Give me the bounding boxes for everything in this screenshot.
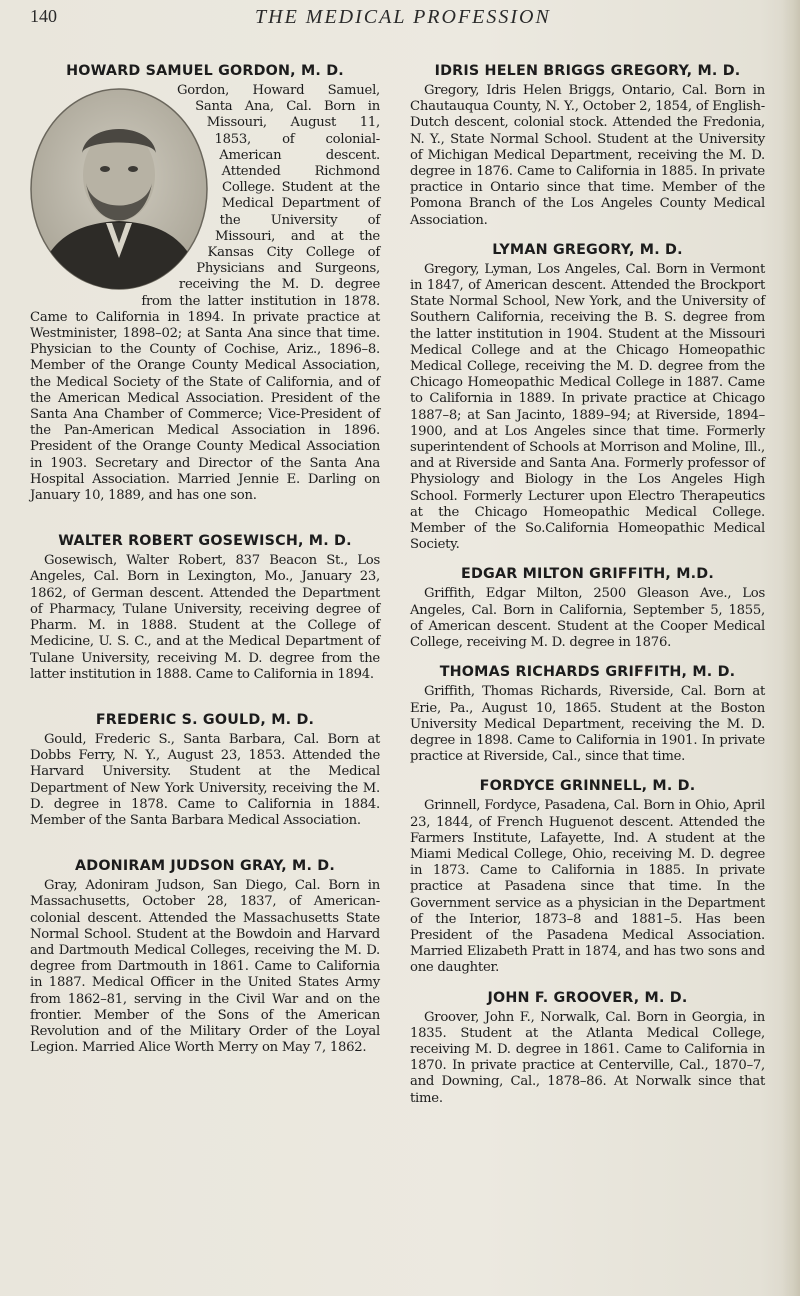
running-title: THE MEDICAL PROFESSION (255, 6, 551, 28)
entry-gosewisch (30, 532, 380, 683)
entry-gould (30, 711, 380, 829)
portrait-photo (24, 83, 214, 295)
entry-heading: JOHN F. GROOVER, M. D. (487, 989, 688, 1006)
entry-body: Gregory, Lyman, Los Angeles, Cal. Born in Vermont in 1847, of American descent. Attended the Brockport State Normal School, New York, and the University of Southern California, receiving the B. S. degree from the latter institution in 1904. Student at the Missouri Medical College and at the Chicago Homeopathic Medical College, receiving the M. D. degree from the Chicago Homeopathic Medical College in 1887. Came to California in 1889. In private practice at Chicago 1887–8; at San Jacinto, 1889–94; at Riverside, 1894–1900, and at Los Angeles since that time. Formerly superintendent of Schools at Morrison and Moline, Ill., and at Riverside and Santa Ana. Formerly professor of Physiology and Biology in the Los Angeles High School. Formerly Lecturer upon Electro Therapeutics at the Chicago Homeopathic Medical College. Member of the So.California Homeopathic Medical Society. (410, 261, 765, 553)
portrait-image (24, 83, 214, 295)
entry-grinnell (410, 777, 765, 976)
entry-heading: THOMAS RICHARDS GRIFFITH, M. D. (439, 664, 736, 681)
entry-body: Gosewisch, Walter Robert, 837 Beacon St., Los Angeles, Cal. Born in Lexington, Mo., January 23, 1862, of German descent. Attended the Department of Pharmacy, Tulane University, receiving degree of Pharm. M. in 1888. Student at the College of Medicine, U. S. C., and at the Medical Department of Tulane University, receiving M. D. degree from the latter institution in 1888. Came to California in 1894. (30, 553, 380, 682)
right-column (410, 62, 765, 1107)
entry-body: Grinnell, Fordyce, Pasadena, Cal. Born in Ohio, April 23, 1844, of French Huguenot descent. Attended the Farmers Institute, Lafayette, Ind. A student at the Miami Medical College, Ohio, receiving M. D. degree in 1873. Came to California in 1885. In private practice at Pasadena since that time. In the Government service as a physician in the Department of the Interior, 1873–8 and 1881–5. Has been President of the Pasadena Medical Association. Married Elizabeth Pratt in 1874, and has two sons and one daughter. (410, 798, 765, 976)
entry-heading: HOWARD SAMUEL GORDON, M. D. (66, 63, 344, 79)
entry-heading: ADONIRAM JUDSON GRAY, M. D. (74, 858, 335, 875)
entry-thomas-griffith (410, 663, 765, 765)
entry-gordon (30, 62, 380, 504)
page-edge-shadow (782, 0, 800, 1296)
entry-body: Gregory, Idris Helen Briggs, Ontario, Cal. Born in Chautauqua County, N. Y., October 2, 1854, of English-Dutch descent, colonial stock. Attended the Fredonia, N. Y., State Normal School. Student at the University of Michigan Medical Department, receiving the M. D. degree in 1876. Came to California in 1885. In private practice in Ontario since that time. Member of the Pomona Branch of the Los Angeles County Medical Association. (410, 83, 765, 228)
entry-body: Groover, John F., Norwalk, Cal. Born in Georgia, in 1835. Student at the Atlanta Medical College, receiving M. D. degree in 1861. Came to California in 1870. In private practice at Centerville, Cal., 1870–7, and Downing, Cal., 1878–86. At Norwalk since that time. (410, 1009, 765, 1106)
entry-heading: LYMAN GREGORY, M. D. (492, 241, 683, 258)
entry-body: Gray, Adoniram Judson, San Diego, Cal. Born in Massachusetts, October 28, 1837, of American-colonial descent. Attended the Massachusetts State Normal School. Student at the Bowdoin and Harvard and Dartmouth Medical Colleges, receiving the M. D. degree from Dartmouth in 1861. Came to California in 1887. Medical Officer in the United States Army from 1862–81, serving in the Civil War and on the frontier. Member of the Sons of the American Revolution and of the Military Order of the Loyal Legion. Married Alice Worth Merry on May 7, 1862. (30, 878, 380, 1056)
running-head (30, 6, 750, 46)
entry-body: Gould, Frederic S., Santa Barbara, Cal. Born at Dobbs Ferry, N. Y., August 23, 1853. Attended the Harvard University. Student at the Medical Department of New York University, receiving the M. D. degree in 1878. Came to California in 1884. Member of the Santa Barbara Medical Association. (30, 731, 380, 828)
entry-body: Gordon, Howard Samuel, Santa Ana, Cal. Born in Missouri, August 11, 1853, of colonial-American descent. Attended Richmond College. Student at the Medical Department of the University of Missouri, and at the Kansas City College of Physicians and Surgeons, receiving the M. D. degree from the latter institution in 1878. Came to California in 1894. In private practice at Westminister, 1898–02; at Santa Ana since that time. Physician to the County of Cochise, Ariz., 1896–8. Member of the Orange County Medical Association, the Medical Society of the State of California, and of the American Medical Association. President of the Santa Ana Chamber of Commerce; Vice-President of the Pan-American Medical Association in 1896. President of the Orange County Medical Association in 1903. Secretary and Director of the Santa Ana Hospital Association. Married Jennie E. Darling on January 10, 1889, and has one son. (30, 83, 380, 504)
entry-heading: EDGAR MILTON GRIFFITH, M.D. (461, 566, 714, 583)
entry-heading: IDRIS HELEN BRIGGS GREGORY, M. D. (434, 63, 741, 79)
page-number: 140 (30, 6, 57, 26)
entry-edgar-griffith (410, 565, 765, 651)
entry-lyman-gregory (410, 241, 765, 554)
entry-body: Griffith, Thomas Richards, Riverside, Cal. Born at Erie, Pa., August 10, 1865. Student at the Boston University Medical Department, receiving the M. D. degree in 1898. Came to California in 1901. In private practice at Riverside, Cal., since that time. (410, 684, 765, 765)
entry-heading: FREDERIC S. GOULD, M. D. (95, 711, 315, 728)
entry-heading: WALTER ROBERT GOSEWISCH, M. D. (58, 533, 352, 550)
left-column (30, 62, 380, 1056)
entry-idris-gregory (410, 62, 765, 229)
entry-body: Griffith, Edgar Milton, 2500 Gleason Ave., Los Angeles, Cal. Born in California, September 5, 1855, of American descent. Student at the Cooper Medical College, receiving M. D. degree in 1876. (410, 586, 765, 651)
entry-heading: FORDYCE GRINNELL, M. D. (479, 778, 696, 795)
entry-groover (410, 989, 765, 1107)
entry-gray (30, 857, 380, 1056)
